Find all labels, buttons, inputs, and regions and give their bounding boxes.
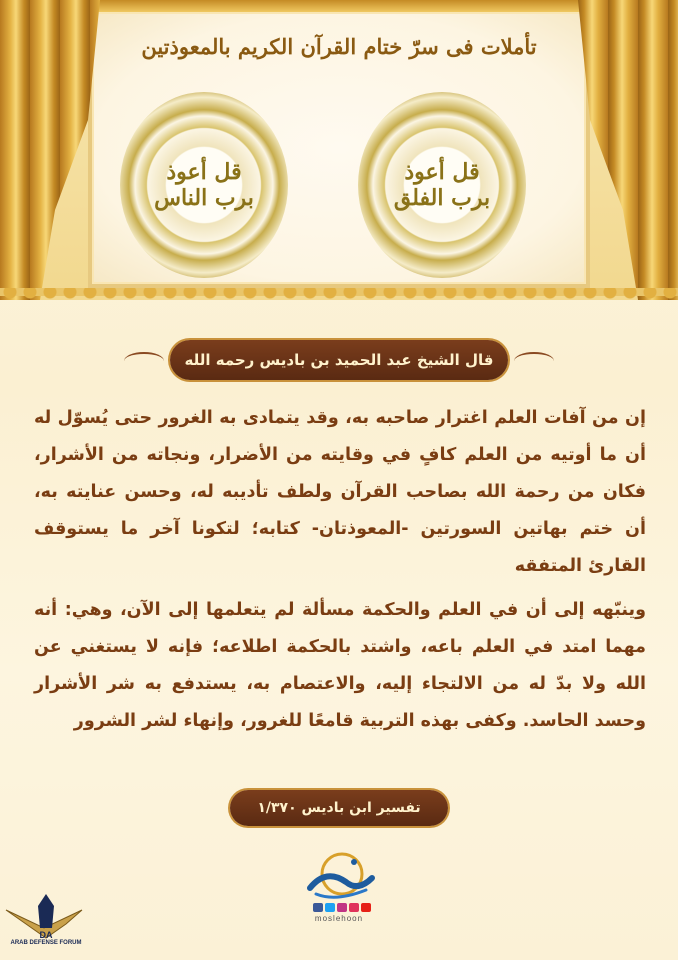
instagram-icon	[337, 903, 347, 912]
paragraph-2: وينبّهه إلى أن في العلم والحكمة مسألة لم يتعلمها إلى الآن، وهي: أنه مهما امتد في العلم باعه، واشتد بالحكمة اطلاعه؛ فإنه لا يستغني عن الله ولا بدّ له من الالتجاء إليه، والاعتصام به، يستدفع به شر الأشرار وحسد الحاسد. وكفى بهذه التربية قامعًا للغرور، وإنهاء لشر الشرور	[34, 600, 646, 731]
logo-handle: moslehoon	[314, 914, 364, 923]
source-text: تفسير ابن باديس ١/٣٧٠	[257, 800, 421, 816]
watermark-title: ARAB DEFENSE FORUM	[10, 940, 82, 946]
calligraphy-medallion-nas	[120, 92, 288, 278]
moslehoon-logo-icon	[296, 848, 382, 908]
paragraph-1: إن من آفات العلم اغترار صاحبه به، وقد يتمادى به الغرور حتى يُسوّل له أن ما أوتيه من العلم كافٍ في وقايته من الأضرار، ونجاته من الأشرار، فكان من رحمة الله بصاحب القرآن ولطف تأديبه له، وحسن عنايته به، أن ختم بهاتين السورتين -المعوذتان- كتابه؛ لتكونا آخر ما يستوقف القارئ المتفقه	[34, 408, 646, 576]
youtube-icon	[361, 903, 371, 912]
medallion-text-nas: قل أعوذ برب الناس	[154, 159, 254, 211]
curtain-valance	[0, 0, 678, 12]
facebook-icon	[313, 903, 323, 912]
telegram-icon	[349, 903, 359, 912]
source-badge	[230, 790, 448, 826]
social-icons	[313, 903, 371, 912]
medallion-text-falaq: قل أعوذ برب الفلق	[393, 159, 491, 211]
quote-attribution-banner	[170, 340, 508, 380]
calligraphy-medallion-falaq	[358, 92, 526, 278]
lace-border	[0, 288, 678, 314]
watermark-short: DA	[39, 930, 53, 940]
banner-text: قال الشيخ عبد الحميد بن باديس رحمه الله	[184, 351, 494, 369]
twitter-icon	[325, 903, 335, 912]
poster-title: تأملات فى سرّ ختام القرآن الكريم بالمعوذتين	[141, 34, 537, 59]
